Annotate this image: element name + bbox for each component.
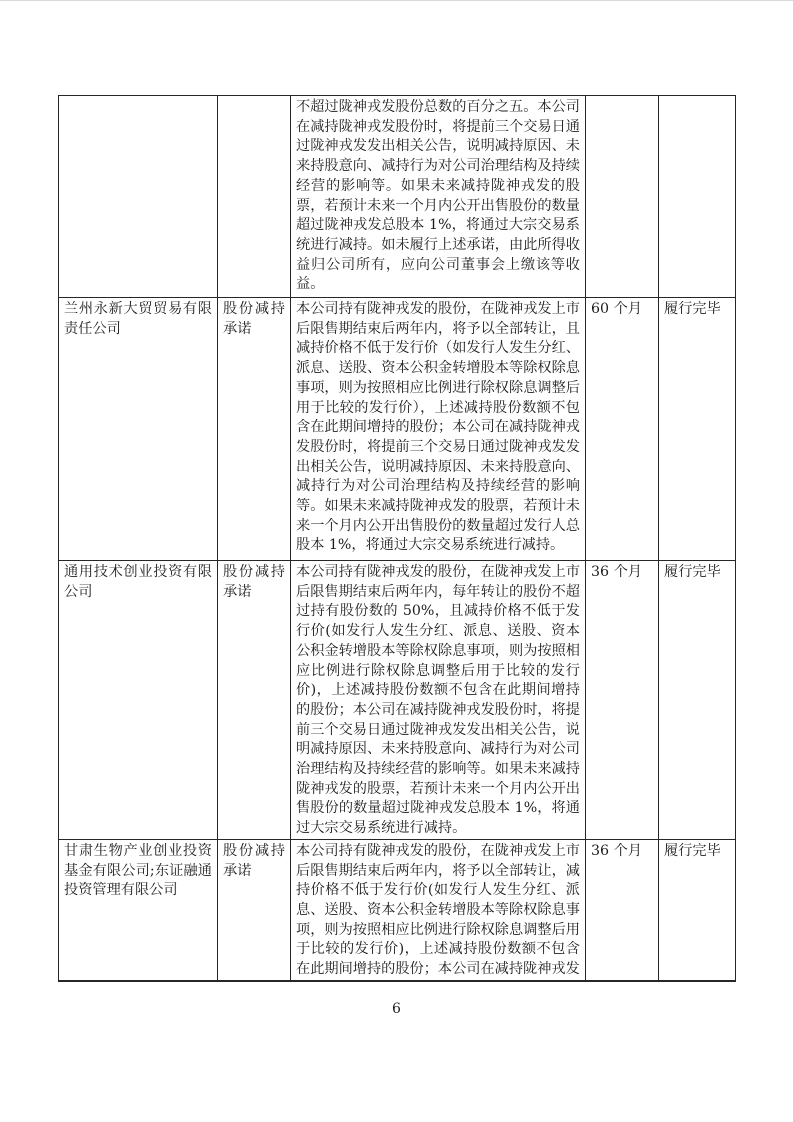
page-edge-line	[0, 0, 793, 1]
commitment-content-cell: 本公司持有陇神戎发的股份，在陇神戎发上市后限售期结束后两年内，将予以全部转让，且减持价格不低于发行价（如发行人发生分红、派息、送股、资本公积金转增股本等除权除息事项，则为按照相应比例进行除权除息调整后用于比较的发行价），上述减持股份数额不包含在此期间增持的股份；本公司在减持陇神戎发股份时，将提前三个交易日通过陇神戎发发出相关公告，说明减持原因、未来持股意向、减持行为对公司治理结构及持续经营的影响等。如果未来减持陇神戎发的股票，若预计未来一个月内公开出售股份的数量超过发行人总股本 1%，将通过大宗交易系统进行减持。	[291, 298, 586, 561]
table-row	[59, 96, 736, 298]
table-row	[59, 298, 736, 561]
commitment-type-cell: 股份减持承诺	[218, 561, 291, 840]
duration-cell: 36 个月	[586, 839, 659, 981]
company-cell	[59, 96, 218, 298]
company-cell: 兰州永新大贸贸易有限责任公司	[59, 298, 218, 561]
commitment-content-cell: 本公司持有陇神戎发的股份，在陇神戎发上市后限售期结束后两年内，每年转让的股份不超过持有股份数的 50%，且减持价格不低于发行价(如发行人发生分红、派息、送股、资本公积金转增股本等除权除息事项，则为按照相应比例进行除权除息调整后用于比较的发行价)，上述减持股份数额不包含在此期间增持的股份；本公司在减持陇神戎发股份时，将提前三个交易日通过陇神戎发发出相关公告，说明减持原因、未来持股意向、减持行为对公司治理结构及持续经营的影响等。如果未来减持陇神戎发的股票，若预计未来一个月内公开出售股份的数量超过陇神戎发总股本 1%，将通过大宗交易系统进行减持。	[291, 561, 586, 840]
table-row	[59, 561, 736, 840]
commitments-table	[58, 95, 736, 982]
commitment-type-cell: 股份减持承诺	[218, 839, 291, 981]
status-cell: 履行完毕	[659, 298, 736, 561]
commitment-content-cell: 不超过陇神戎发股份总数的百分之五。本公司在减持陇神戎发股份时，将提前三个交易日通过陇神戎发发出相关公告，说明减持原因、未来持股意向、减持行为对公司治理结构及持续经营的影响等。如果未来减持陇神戎发的股票，若预计未来一个月内公开出售股份的数量超过陇神戎发总股本 1%，将通过大宗交易系统进行减持。如未履行上述承诺，由此所得收益归公司所有，应向公司董事会上缴该等收益。	[291, 96, 586, 298]
page-number: 6	[392, 1001, 401, 1017]
commitment-content-cell: 本公司持有陇神戎发的股份，在陇神戎发上市后限售期结束后两年内，将予以全部转让，减持价格不低于发行价(如发行人发生分红、派息、送股、资本公积金转增股本等除权除息事项，则为按照相应比例进行除权除息调整后用于比较的发行价)，上述减持股份数额不包含在此期间增持的股份；本公司在减持陇神戎发	[291, 839, 586, 981]
status-cell	[659, 96, 736, 298]
duration-cell	[586, 96, 659, 298]
commitment-type-cell	[218, 96, 291, 298]
status-cell: 履行完毕	[659, 839, 736, 981]
duration-cell: 60 个月	[586, 298, 659, 561]
duration-cell: 36 个月	[586, 561, 659, 840]
company-cell: 甘肃生物产业创业投资基金有限公司;东证融通投资管理有限公司	[59, 839, 218, 981]
company-cell: 通用技术创业投资有限公司	[59, 561, 218, 840]
commitment-type-cell: 股份减持承诺	[218, 298, 291, 561]
table-row	[59, 839, 736, 981]
status-cell: 履行完毕	[659, 561, 736, 840]
